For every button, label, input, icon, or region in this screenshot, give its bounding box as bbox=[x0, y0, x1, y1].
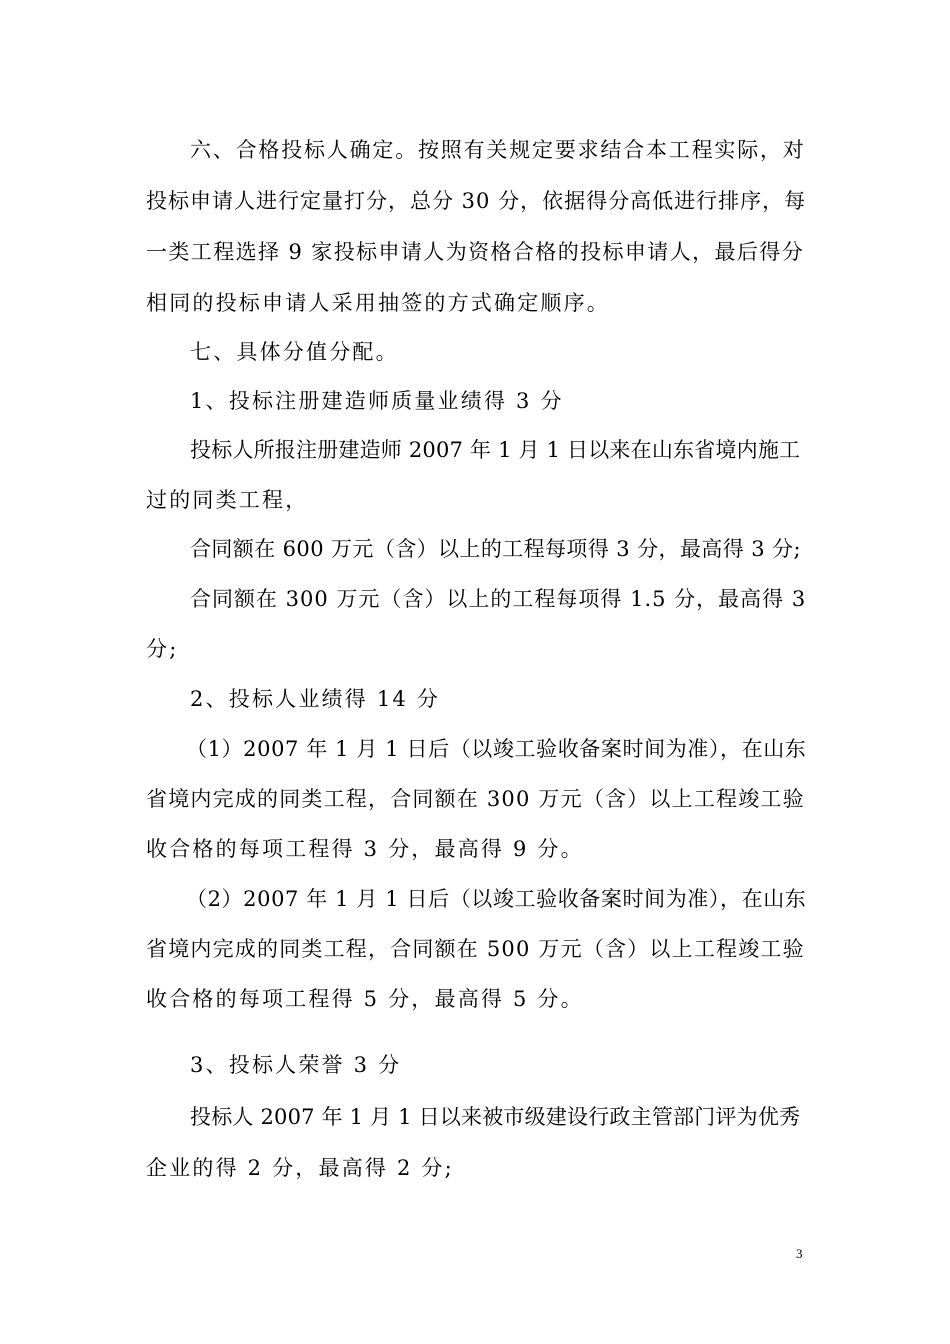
subsection-heading: 1、投标注册建造师质量业绩得 3 分 bbox=[190, 389, 564, 413]
paragraph-line: 一类工程选择 9 家投标申请人为资格合格的投标申请人，最后得分 bbox=[146, 240, 805, 264]
paragraph-line: （2）2007 年 1 月 1 日后（以竣工验收备案时间为准），在山东 bbox=[186, 887, 807, 911]
paragraph-line: 六、合格投标人确定。按照有关规定要求结合本工程实际，对 bbox=[190, 138, 806, 162]
section-heading: 七、具体分值分配。 bbox=[190, 340, 399, 364]
paragraph-line: 投标人所报注册建造师 2007 年 1 月 1 日以来在山东省境内施工 bbox=[190, 438, 801, 462]
paragraph-line: 省境内完成的同类工程，合同额在 300 万元（含）以上工程竣工验 bbox=[146, 787, 805, 811]
paragraph-line: 投标申请人进行定量打分，总分 30 分，依据得分高低进行排序，每 bbox=[146, 189, 807, 213]
paragraph-line: 过的同类工程， bbox=[146, 488, 309, 512]
paragraph-line: 企业的得 2 分，最高得 2 分; bbox=[146, 1156, 454, 1180]
subsection-heading: 3、投标人荣誉 3 分 bbox=[190, 1053, 402, 1077]
paragraph-line: 收合格的每项工程得 3 分，最高得 9 分。 bbox=[146, 837, 584, 861]
paragraph-line: 相同的投标申请人采用抽签的方式确定顺序。 bbox=[146, 291, 610, 315]
paragraph-line: （1）2007 年 1 月 1 日后（以竣工验收备案时间为准），在山东 bbox=[186, 737, 807, 761]
paragraph-line: 合同额在 300 万元（含）以上的工程每项得 1.5 分，最高得 3 bbox=[190, 587, 807, 611]
subsection-heading: 2、投标人业绩得 14 分 bbox=[190, 687, 441, 711]
paragraph-line: 省境内完成的同类工程，合同额在 500 万元（含）以上工程竣工验 bbox=[146, 937, 805, 961]
paragraph-line: 分; bbox=[146, 637, 179, 661]
paragraph-line: 收合格的每项工程得 5 分，最高得 5 分。 bbox=[146, 987, 584, 1011]
paragraph-line: 投标人 2007 年 1 月 1 日以来被市级建设行政主管部门评为优秀 bbox=[190, 1105, 801, 1129]
page-number: 3 bbox=[796, 1246, 803, 1261]
paragraph-line: 合同额在 600 万元（含）以上的工程每项得 3 分，最高得 3 分; bbox=[190, 537, 801, 561]
